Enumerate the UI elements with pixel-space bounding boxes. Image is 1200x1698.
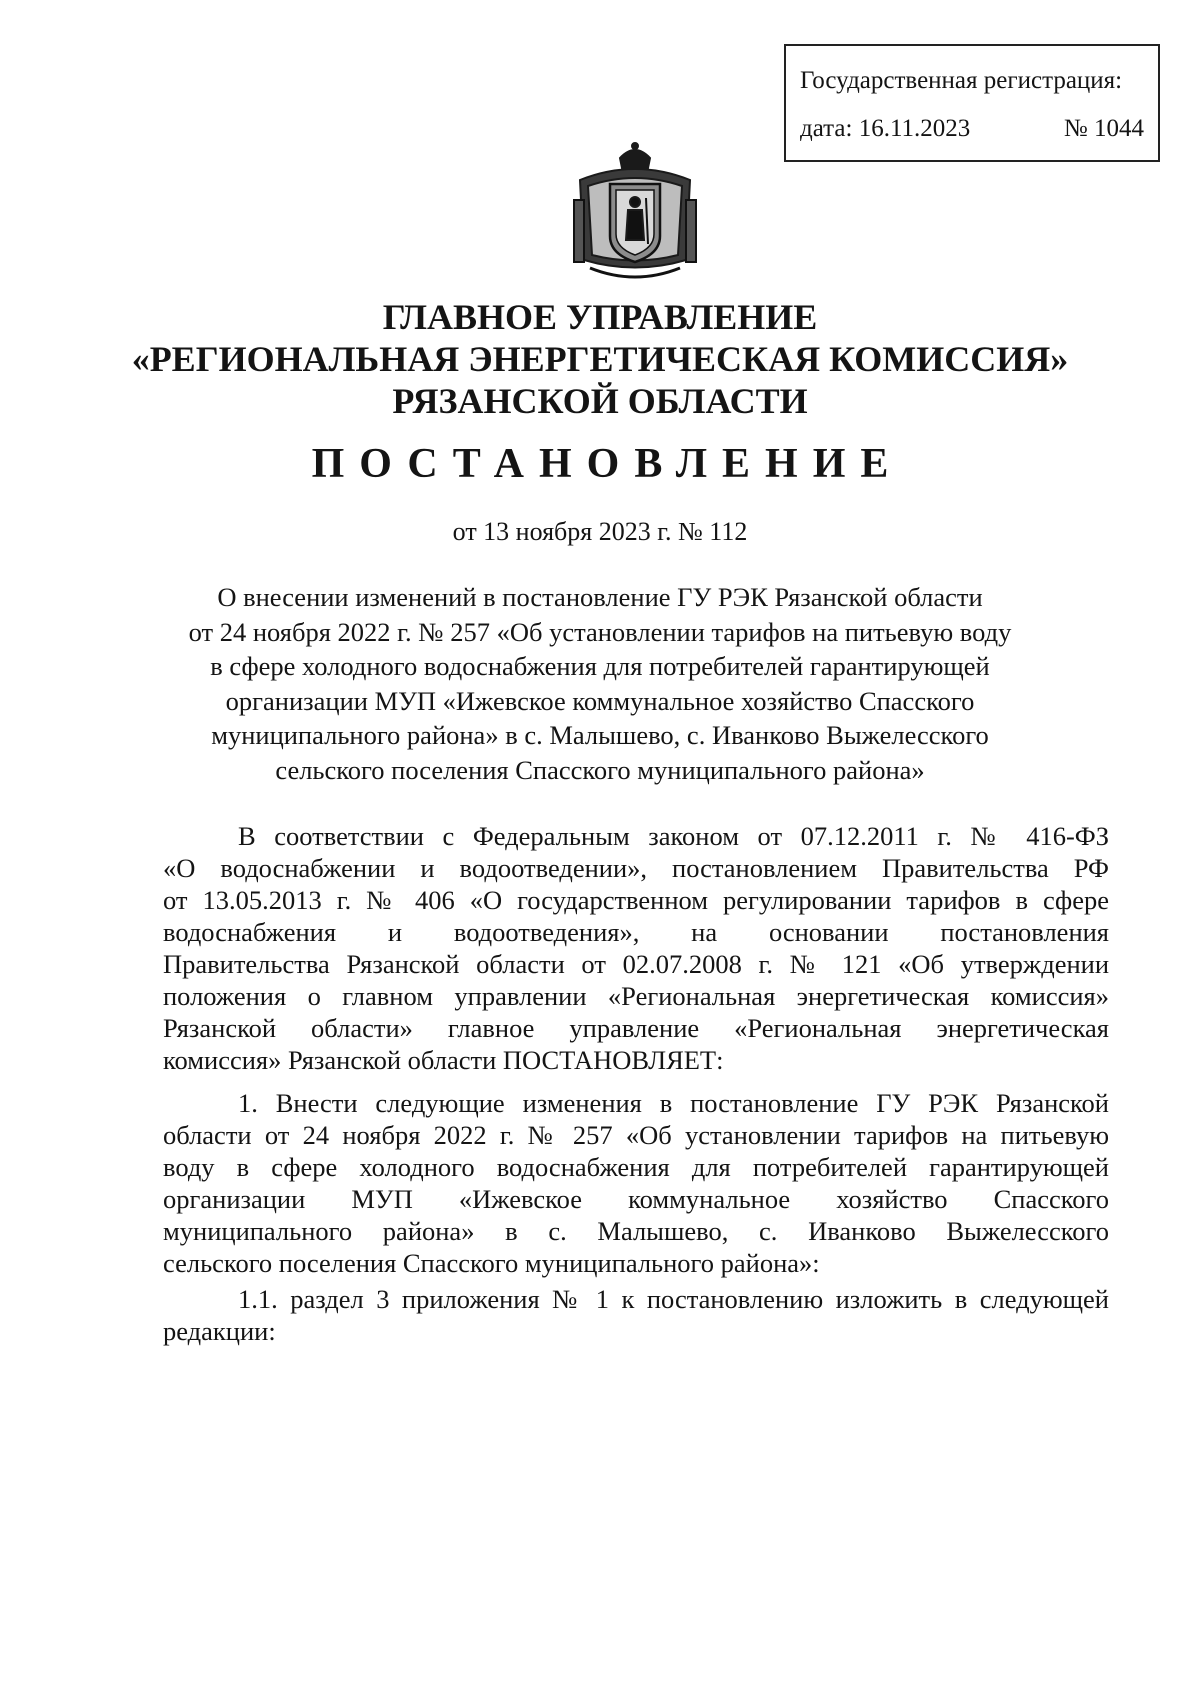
item-1-line: воду в сфере холодного водоснабжения для потребителей гарантирующей [163, 1152, 1109, 1182]
organization-line-1: ГЛАВНОЕ УПРАВЛЕНИЕ [382, 297, 818, 337]
document-type: ПОСТАНОВЛЕНИЕ [311, 441, 904, 487]
registration-line [800, 116, 1144, 141]
registration-date: дата: 16.11.2023 [800, 115, 971, 142]
preamble-line: водоснабжения и водоотведения», на основании постановления [163, 917, 1109, 947]
preamble-line: «О водоснабжении и водоотведении», постановлением Правительства РФ [163, 853, 1109, 883]
registration-stamp [784, 44, 1160, 162]
organization-name [0, 296, 1200, 422]
preamble-line: от 13.05.2013 г. № 406 «О государственном регулировании тарифов в сфере [163, 885, 1109, 915]
subject-line: сельского поселения Спасского муниципального района» [275, 754, 925, 785]
item-1-line: муниципального района» в с. Малышево, с. Иванково Выжелесского [163, 1216, 1109, 1246]
subject-line: О внесении изменений в постановление ГУ РЭК Рязанской области [217, 582, 983, 612]
preamble-line: В соответствии с Федеральным законом от 07.12.2011 г. № 416-ФЗ [238, 821, 1109, 851]
subject-line: муниципального района» в с. Малышево, с. Иванково Выжелесского [211, 720, 989, 750]
document-date-number: от 13 ноября 2023 г. № 112 [452, 517, 748, 546]
item-1-paragraph [163, 1087, 1109, 1279]
preamble-line: положения о главном управлении «Региональная энергетическая комиссия» [163, 981, 1109, 1011]
item-1-line: 1. Внести следующие изменения в постановление ГУ РЭК Рязанской [238, 1088, 1109, 1118]
item-1-line: области от 24 ноября 2022 г. № 257 «Об установлении тарифов на питьевую [163, 1120, 1109, 1150]
subject-line: в сфере холодного водоснабжения для потребителей гарантирующей [210, 651, 990, 681]
registration-number: № 1044 [1063, 115, 1144, 142]
preamble-line: комиссия» Рязанской области ПОСТАНОВЛЯЕТ: [163, 1045, 724, 1075]
registration-title: Государственная регистрация: [800, 67, 1123, 94]
item-1-line: сельского поселения Спасского муниципального района»: [163, 1248, 820, 1278]
subject-line: организации МУП «Ижевское коммунальное хозяйство Спасского [225, 685, 975, 716]
subject-line: от 24 ноября 2022 г. № 257 «Об установлении тарифов на питьевую воду [188, 616, 1012, 647]
item-1-1-line: редакции: [163, 1316, 276, 1346]
coat-of-arms-icon [560, 140, 710, 288]
item-1-line: организации МУП «Ижевское коммунальное хозяйство Спасского [163, 1184, 1109, 1214]
preamble-paragraph [163, 820, 1109, 1076]
organization-line-2: «РЕГИОНАЛЬНАЯ ЭНЕРГЕТИЧЕСКАЯ КОМИССИЯ» [131, 339, 1069, 379]
preamble-line: Правительства Рязанской области от 02.07.2008 г. № 121 «Об утверждении [163, 949, 1109, 979]
document-subject [0, 580, 1200, 787]
item-1-1-paragraph [163, 1283, 1109, 1347]
organization-line-3: РЯЗАНСКОЙ ОБЛАСТИ [392, 381, 808, 421]
item-1-1-line: 1.1. раздел 3 приложения № 1 к постановлению изложить в следующей [238, 1284, 1109, 1314]
preamble-line: Рязанской области» главное управление «Региональная энергетическая [163, 1013, 1109, 1043]
